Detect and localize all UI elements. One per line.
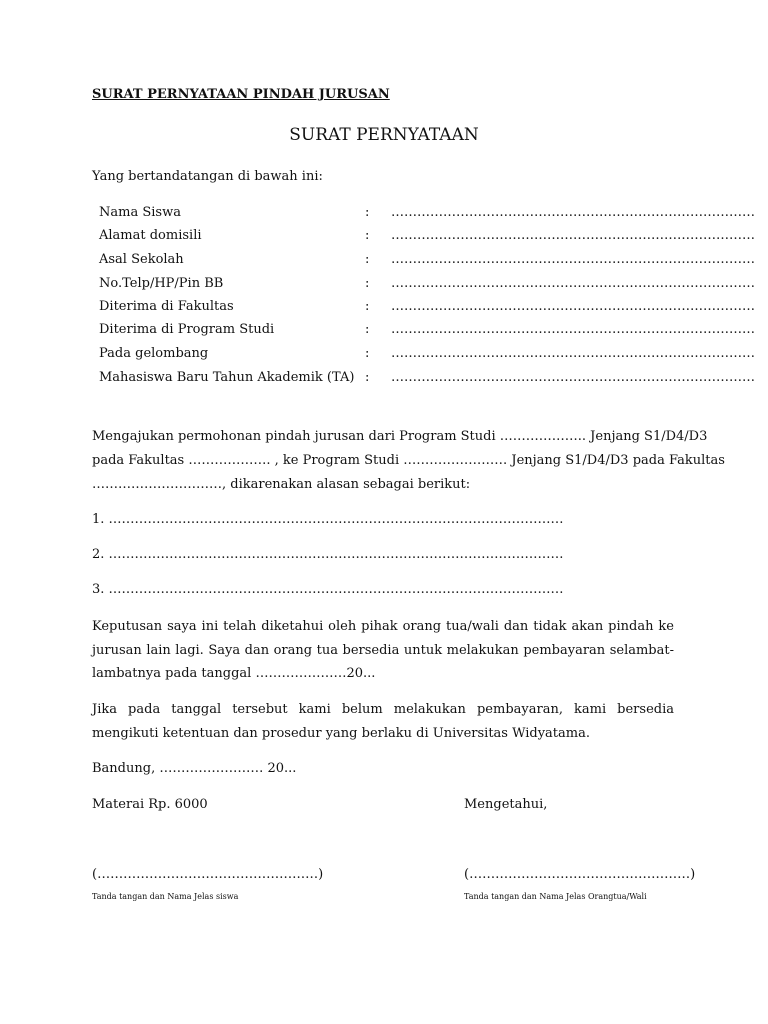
student-signature-caption: Tanda tangan dan Nama Jelas siswa xyxy=(92,892,239,901)
field-colon: : xyxy=(365,322,370,337)
request-line-3: …………………………, dikarenakan alasan sebagai berikut: xyxy=(92,477,471,492)
field-blank: ………………………………………………………………………… xyxy=(391,276,755,291)
field-label: Mahasiswa Baru Tahun Akademik (TA) xyxy=(99,370,355,385)
document-title: SURAT PERNYATAAN xyxy=(289,125,479,145)
request-line-2: pada Fakultas ………………. , ke Program Studi …………………… Jenjang S1/D4/D3 pada Fakultas xyxy=(92,453,725,468)
student-signature-line: (……………………………………………) xyxy=(92,867,324,882)
field-row-fakultas xyxy=(99,299,755,319)
field-row-telp xyxy=(99,276,755,296)
condition-paragraph: Jika pada tanggal tersebut kami belum melakukan pembayaran, kami bersedia mengikuti ketentuan dan prosedur yang berlaku di Universitas Widyatama. xyxy=(92,702,674,741)
acknowledged-label: Mengetahui, xyxy=(464,797,548,812)
field-row-asal-sekolah xyxy=(99,252,755,272)
field-blank: ………………………………………………………………………… xyxy=(391,252,755,267)
intro-text: Yang bertandatangan di bawah ini: xyxy=(92,169,323,184)
field-blank: ………………………………………………………………………… xyxy=(391,322,755,337)
field-blank: ………………………………………………………………………… xyxy=(391,205,755,220)
field-colon: : xyxy=(365,228,370,243)
place-date: Bandung, …………………… 20... xyxy=(92,761,297,776)
field-row-gelombang xyxy=(99,346,755,366)
field-blank: ………………………………………………………………………… xyxy=(391,228,755,243)
field-colon: : xyxy=(365,252,370,267)
field-colon: : xyxy=(365,205,370,220)
guardian-signature-caption: Tanda tangan dan Nama Jelas Orangtua/Wali xyxy=(464,892,647,901)
decision-paragraph: Keputusan saya ini telah diketahui oleh pihak orang tua/wali dan tidak akan pindah ke jurusan lain lagi. Saya dan orang tua bersedia untuk melakukan pembayaran selambat-lambatnya pada tanggal …………………20... xyxy=(92,619,674,681)
document-heading: SURAT PERNYATAAN PINDAH JURUSAN xyxy=(92,87,390,102)
guardian-signature-line: (……………………………………………) xyxy=(464,867,696,882)
field-colon: : xyxy=(365,370,370,385)
field-row-nama-siswa xyxy=(99,205,755,225)
reason-item-3: 3. …………………………………………………………………………………………… xyxy=(92,582,564,597)
field-blank: ………………………………………………………………………… xyxy=(391,370,755,385)
field-label: Pada gelombang xyxy=(99,346,209,361)
stamp-duty-label: Materai Rp. 6000 xyxy=(92,797,208,812)
field-row-tahun-akademik xyxy=(99,370,755,390)
reason-item-1: 1. …………………………………………………………………………………………… xyxy=(92,512,564,527)
request-line-1: Mengajukan permohonan pindah jurusan dari Program Studi ……………….. Jenjang S1/D4/D3 xyxy=(92,429,708,444)
field-row-alamat-domisili xyxy=(99,228,755,248)
field-blank: ………………………………………………………………………… xyxy=(391,299,755,314)
field-colon: : xyxy=(365,346,370,361)
field-colon: : xyxy=(365,299,370,314)
field-label: Diterima di Program Studi xyxy=(99,322,275,337)
field-label: Nama Siswa xyxy=(99,205,181,220)
field-label: Asal Sekolah xyxy=(99,252,184,267)
field-colon: : xyxy=(365,276,370,291)
reason-item-2: 2. …………………………………………………………………………………………… xyxy=(92,547,564,562)
field-row-program-studi xyxy=(99,322,755,342)
field-blank: ………………………………………………………………………… xyxy=(391,346,755,361)
field-label: Diterima di Fakultas xyxy=(99,299,234,314)
field-label: No.Telp/HP/Pin BB xyxy=(99,276,224,291)
field-label: Alamat domisili xyxy=(99,228,202,243)
